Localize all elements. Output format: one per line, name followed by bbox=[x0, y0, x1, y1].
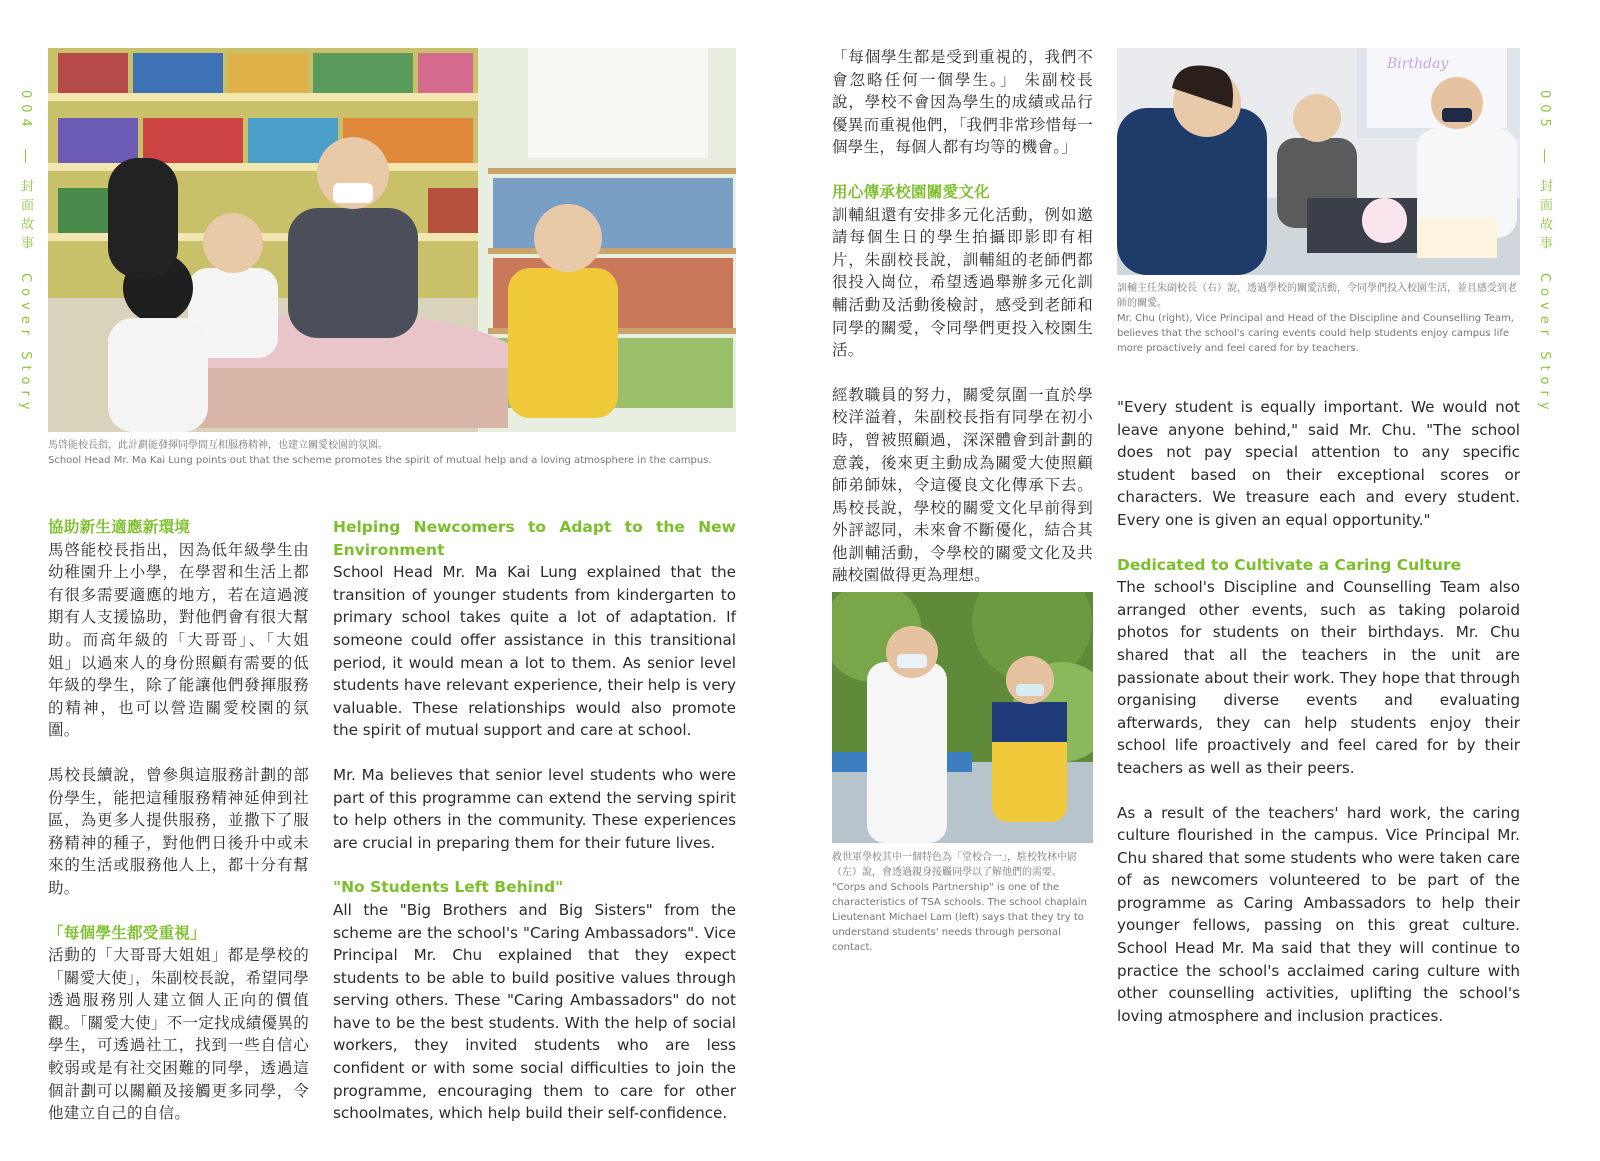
caption-zh: 訓輔主任朱副校長（右）說，透過學校的關愛活動，令同學們投入校園生活，並且感受到老師的關愛。 bbox=[1117, 283, 1517, 309]
en-heading-2: "No Students Left Behind" bbox=[333, 878, 564, 897]
section-en: Cover Story bbox=[1537, 273, 1552, 416]
divider bbox=[25, 149, 26, 163]
caption-en: School Head Mr. Ma Kai Lung points out that the scheme promotes the spirit of mutual help and a loving atmosphere in the campus. bbox=[48, 455, 712, 466]
classroom-photo bbox=[1117, 48, 1520, 275]
library-photo bbox=[48, 48, 736, 432]
birthday-sign-text: Birthday bbox=[1387, 56, 1449, 72]
en-heading-1: Dedicated to Cultivate a Caring Culture bbox=[1117, 555, 1462, 574]
chaplain-photo-caption bbox=[832, 850, 1094, 955]
zh-heading-2: 「每個學生都受重視」 bbox=[48, 923, 207, 942]
en-paragraph-1: The school's Discipline and Counselling Team also arranged other events, such as taking polaroid photos for students on their birthdays. Mr. Chu shared that all the teachers in the unit are passionate about their work. They hope that through organising diverse events and evaluating afterwards, they can help students enjoy their school life proactively and feel cared for by their teachers as well as their peers. bbox=[1117, 578, 1520, 777]
zh-paragraph-2: 經教職員的努力，關愛氛圍一直於學校洋溢着，朱副校長指有同學在初小時，曾被照顧過，深深體會到計劃的意義，後來更主動成為關愛大使照顧師弟師妹，令這優良文化傳承下去。馬校長說，學校的關愛文化早前得到外評認同，未來會不斷優化，結合其他訓輔活動，令學校的關愛文化及共融校園做得更為理想。 bbox=[832, 385, 1093, 585]
caption-zh: 馬啓能校長指，此計劃能發揮同學間互相服務精神，也建立關愛校園的氛圍。 bbox=[48, 440, 388, 451]
page-number: 004 bbox=[18, 90, 33, 133]
en-paragraph-3: All the "Big Brothers and Big Sisters" from the scheme are the school's "Caring Ambassadors". Vice Principal Mr. Chu explained that they expect students to be able to build positive values through serving others. These "Caring Ambassadors" do not have to be the best students. With the help of social workers, they invited students who are less confident or with some social difficulties to join the programme, encouraging them to care for other schoolmates, which help build their self-confidence. bbox=[333, 900, 736, 1123]
caption-en: "Corps and Schools Partnership" is one of the characteristics of TSA schools. The school chaplain Lieutenant Michael Lam (left) says that they try to understand students' needs through personal contact. bbox=[832, 882, 1087, 953]
en-heading-1: Helping Newcomers to Adapt to the New Environment bbox=[333, 518, 736, 559]
zh-paragraph-0: 「每個學生都是受到重視的，我們不會忽略任何一個學生。」 朱副校長說，學校不會因為學生的成績或品行優異而重視他們，「我們非常珍惜每一個學生，每個人都有均等的機會。」 bbox=[832, 48, 1093, 157]
zh-paragraph-3: 活動的「大哥哥大姐姐」都是學校的「關愛大使」，朱副校長說，希望同學透過服務別人建立個人正向的價值觀。「關愛大使」不一定找成績優異的學生，可透過社工，找到一些自信心較弱或是有社交困難的同學，透過這個計劃可以關顧及接觸更多同學，令他建立自己的自信。 bbox=[48, 946, 309, 1123]
en-column bbox=[333, 516, 736, 1147]
zh-column bbox=[832, 46, 1093, 609]
page-side-label bbox=[1535, 90, 1554, 416]
en-column bbox=[1117, 396, 1520, 1049]
right-page bbox=[800, 0, 1600, 1161]
zh-heading-1: 協助新生適應新環境 bbox=[48, 518, 191, 536]
library-photo-caption bbox=[48, 438, 748, 468]
chaplain-photo bbox=[832, 592, 1093, 843]
zh-heading-1: 用心傳承校園關愛文化 bbox=[832, 182, 991, 201]
section-zh: 封面故事 bbox=[1537, 179, 1552, 256]
classroom-photo-caption bbox=[1117, 281, 1521, 356]
en-paragraph-2: Mr. Ma believes that senior level students who were part of this programme can extend the serving spirit to help others in the community. These experiences are crucial in preparing them for their future lives. bbox=[333, 765, 736, 852]
caption-zh: 救世軍學校其中一個特色為「堂校合一」，駐校牧林中尉（左）說，會透過親身接觸同學以了解他們的需要。 bbox=[832, 852, 1077, 878]
divider bbox=[1544, 149, 1545, 163]
library-photo-illustration bbox=[48, 48, 736, 432]
caption-en: Mr. Chu (right), Vice Principal and Head of the Discipline and Counselling Team, believes that the school's caring events could help students enjoy campus life more proactively and feel cared for by teachers. bbox=[1117, 313, 1514, 354]
page-side-label bbox=[16, 90, 35, 416]
zh-paragraph-2: 馬校長續說，曾參與這服務計劃的部份學生，能把這種服務精神延伸到社區，為更多人提供服務，並撒下了服務精神的種子，對他們日後升中或未來的生活或服務他人上，都十分有幫助。 bbox=[48, 765, 309, 897]
page-number: 005 bbox=[1537, 90, 1552, 133]
zh-paragraph-1: 馬啓能校長指出，因為低年級學生由幼稚園升上小學，在學習和生活上都有很多需要適應的地方，若在這過渡期有人支援協助，對他們會有很大幫助。而高年級的「大哥哥」、「大姐姐」以過來人的身份照顧有需要的低年級的學生，除了能讓他們發揮服務的精神，也可以營造關愛校園的氛圍。 bbox=[48, 540, 309, 740]
section-en: Cover Story bbox=[18, 273, 33, 416]
section-zh: 封面故事 bbox=[18, 179, 33, 256]
classroom-photo-illustration bbox=[1117, 48, 1520, 275]
zh-column bbox=[48, 516, 309, 1147]
zh-paragraph-1: 訓輔組還有安排多元化活動，例如邀請每個生日的學生拍攝即影即有相片，朱副校長說，訓輔組的老師們都很投入崗位，希望透過舉辦多元化訓輔活動及活動後檢討，感受到老師和同學的關愛，令同學們更投入校園生活。 bbox=[832, 205, 1093, 360]
en-paragraph-2: As a result of the teachers' hard work, the caring culture flourished in the campus. Vice Principal Mr. Chu shared that some students who were taken care of as newcomers volunteered to be part of the programme as Caring Ambassadors to help their younger fellows, passing on this great culture. School Head Mr. Ma said that they will continue to practice the school's acclaimed caring culture with other counselling activities, uplifting the school's loving atmosphere and inclusion practices. bbox=[1117, 803, 1520, 1025]
en-paragraph-0: "Every student is equally important. We would not leave anyone behind," said Mr. Chu. "The school does not pay special attention to any specific student based on their exceptional scores or characters. We treasure each and every student. Every one is given an equal opportunity." bbox=[1117, 398, 1520, 529]
en-paragraph-1: School Head Mr. Ma Kai Lung explained that the transition of younger students from kindergarten to primary school takes quite a lot of adaptation. If someone could offer assistance in this transitional period, it would mean a lot to them. As senior level students have relevant experience, their help is very valuable. These relationships would also promote the spirit of mutual support and care at school. bbox=[333, 563, 736, 740]
chaplain-photo-illustration bbox=[832, 592, 1093, 843]
